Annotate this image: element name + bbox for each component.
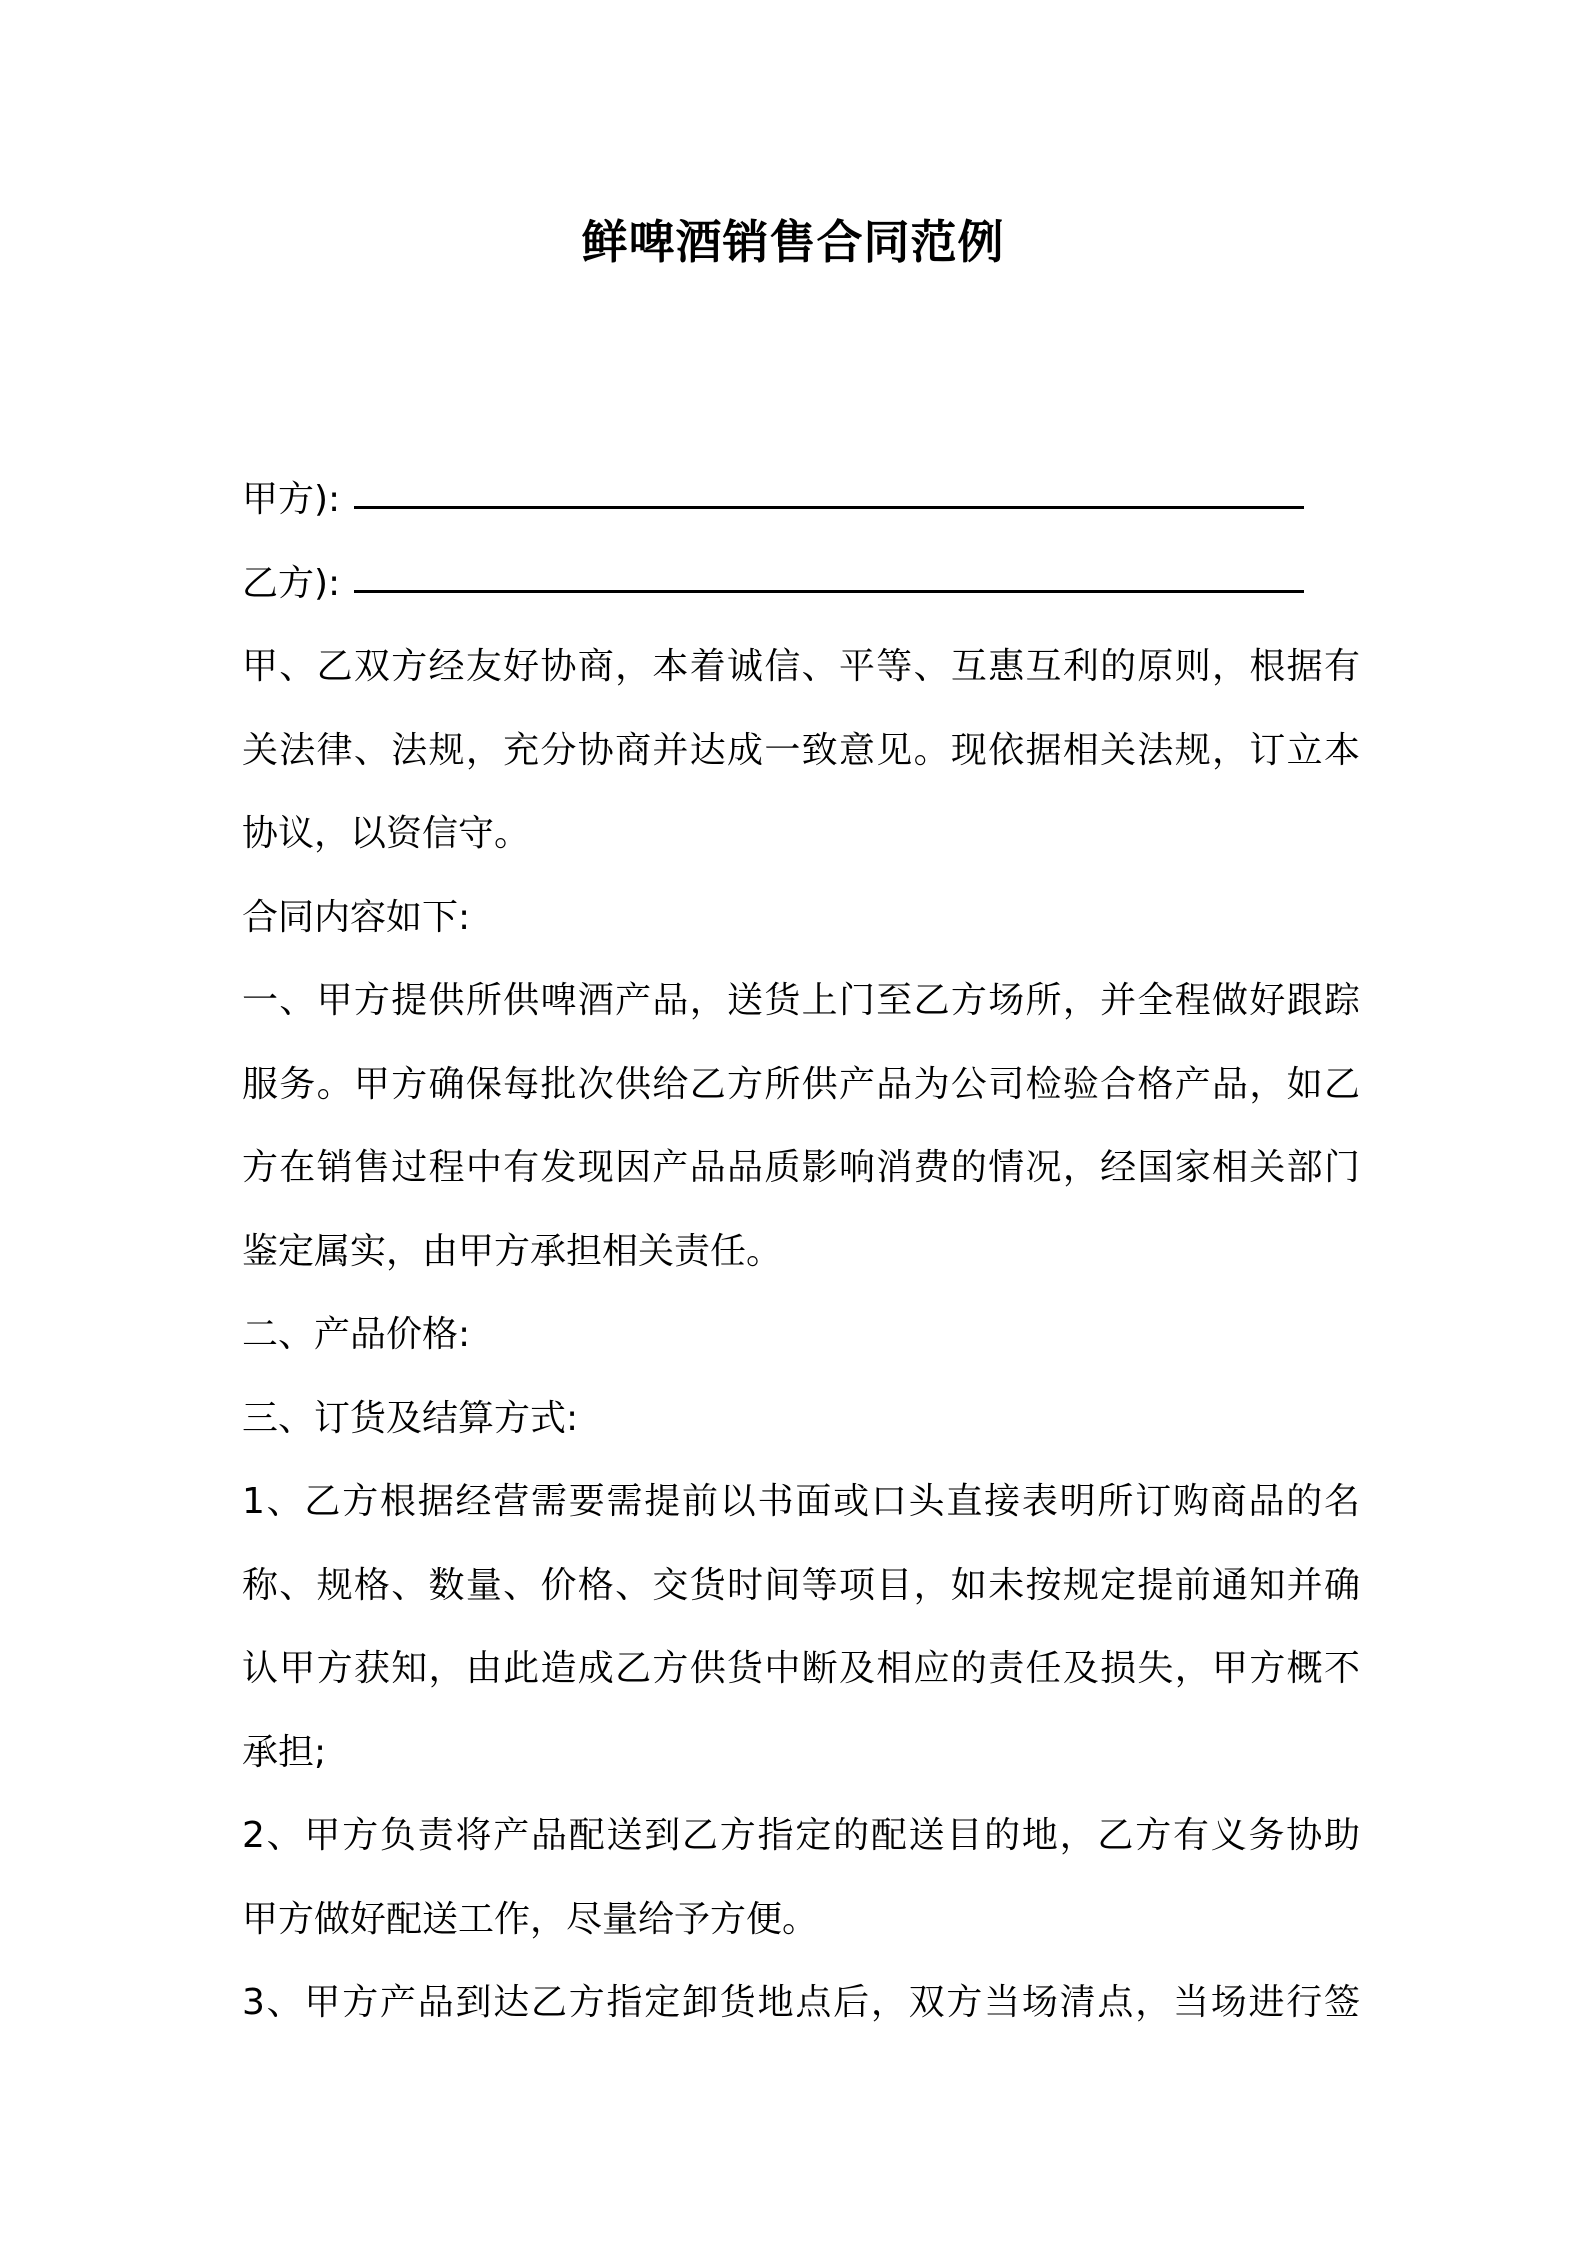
document-body (242, 458, 1360, 2045)
clause-2-heading (242, 1293, 1360, 1377)
text-line: 服务。甲方确保每批次供给乙方所供产品为公司检验合格产品，如乙 (242, 1063, 1360, 1105)
text-line: 2、甲方负责将产品配送到乙方指定的配送目的地，乙方有义务协助 (242, 1815, 1360, 1856)
text-line: 一、甲方提供所供啤酒产品，送货上门至乙方场所，并全程做好跟踪 (242, 980, 1360, 1021)
clause-3-heading (242, 1377, 1360, 1461)
party-b-line (242, 542, 1360, 626)
party-a-line (242, 458, 1360, 542)
sub-clause-2-paragraph (242, 1794, 1360, 1961)
text-line: 鉴定属实，由甲方承担相关责任。 (242, 1230, 783, 1272)
text-line: 认甲方获知，由此造成乙方供货中断及相应的责任及损失，甲方概不 (242, 1648, 1360, 1689)
sub-clause-1-paragraph (242, 1460, 1360, 1794)
document-title: 鲜啤酒销售合同范例 (581, 215, 1005, 269)
text-line: 协议，以资信守。 (242, 813, 531, 854)
text-line: 称、规格、数量、价格、交货时间等项目，如未按规定提前通知并确 (242, 1564, 1360, 1606)
text-line: 3、甲方产品到达乙方指定卸货地点后，双方当场清点，当场进行签 (242, 1982, 1360, 2023)
party-b-label: 乙方): (242, 562, 341, 604)
clause-1-paragraph (242, 959, 1360, 1293)
text-line: 三、订货及结算方式: (242, 1397, 579, 1439)
text-line: 1、乙方根据经营需要需提前以书面或口头直接表明所订购商品的名 (242, 1481, 1360, 1522)
text-line: 承担; (242, 1731, 327, 1773)
contract-content-heading (242, 876, 1360, 960)
preamble-paragraph (242, 625, 1360, 876)
party-b-blank-field[interactable] (354, 560, 1304, 593)
text-line: 合同内容如下: (242, 896, 471, 938)
text-line: 甲、乙双方经友好协商，本着诚信、平等、互惠互利的原则，根据有 (242, 646, 1360, 687)
text-line: 关法律、法规，充分协商并达成一致意见。现依据相关法规，订立本 (242, 729, 1360, 771)
sub-clause-3-paragraph (242, 1961, 1360, 2045)
text-line: 甲方做好配送工作，尽量给予方便。 (242, 1898, 819, 1940)
text-line: 方在销售过程中有发现因产品品质影响消费的情况，经国家相关部门 (242, 1147, 1360, 1188)
text-line: 二、产品价格: (242, 1314, 471, 1355)
party-a-blank-field[interactable] (354, 476, 1304, 509)
party-a-label: 甲方): (242, 479, 341, 520)
